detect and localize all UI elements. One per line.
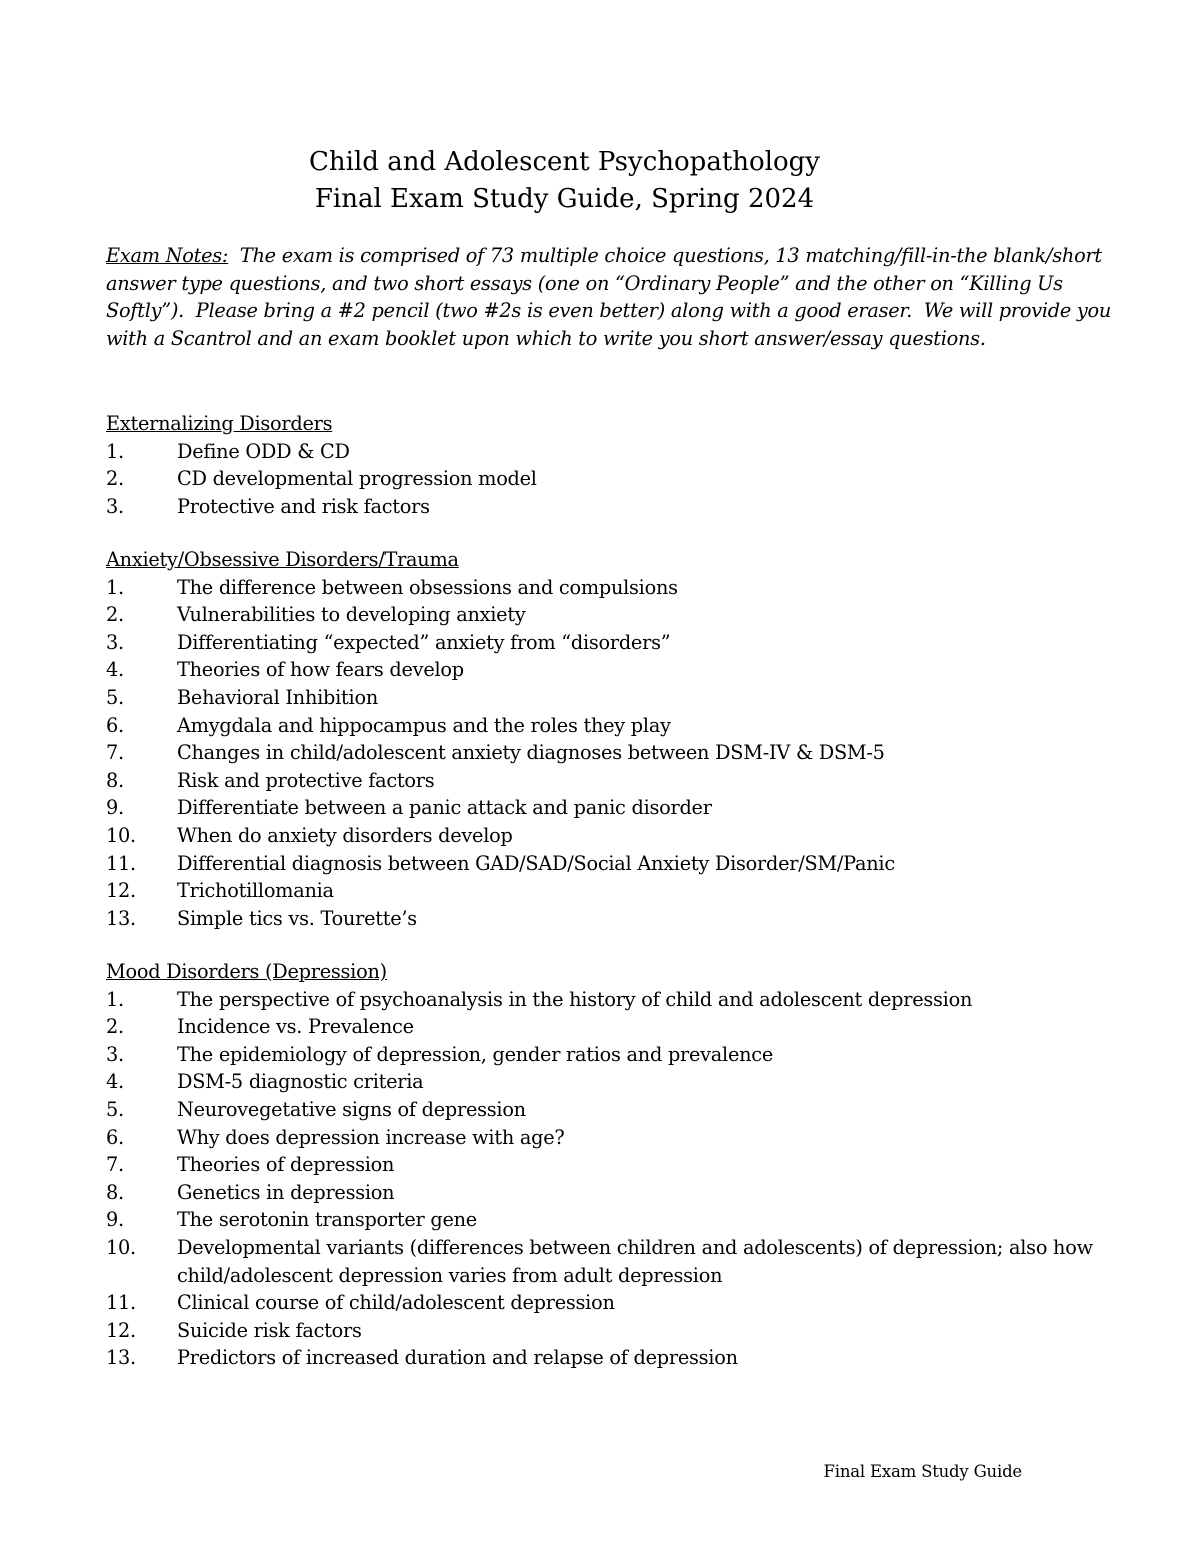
item-number: 11. <box>106 1291 136 1315</box>
item-text: Differential diagnosis between GAD/SAD/Social Anxiety Disorder/SM/Panic <box>177 851 895 875</box>
list-item <box>106 1041 1116 1069</box>
item-number: 12. <box>106 1318 136 1342</box>
list-item <box>106 1151 1116 1179</box>
item-number: 10. <box>106 1235 136 1259</box>
item-text: Neurovegetative signs of depression <box>177 1097 526 1121</box>
section-externalizing-disorders <box>106 410 1116 520</box>
list-item <box>106 712 1116 740</box>
title-line-2: Final Exam Study Guide, Spring 2024 <box>314 184 815 214</box>
item-text: Predictors of increased duration and relapse of depression <box>177 1346 738 1370</box>
item-text: CD developmental progression model <box>177 467 537 491</box>
item-number: 3. <box>106 494 124 518</box>
item-number: 6. <box>106 1125 124 1149</box>
item-text: The epidemiology of depression, gender ratios and prevalence <box>177 1042 774 1066</box>
list-item <box>106 739 1116 767</box>
list-item <box>106 1124 1116 1152</box>
list-item <box>106 1344 1116 1372</box>
item-text: Why does depression increase with age? <box>177 1125 565 1149</box>
list-item <box>106 574 1116 602</box>
list-item <box>106 794 1116 822</box>
list-item <box>106 1013 1116 1041</box>
list-item <box>106 438 1116 466</box>
item-text: Clinical course of child/adolescent depression <box>177 1291 615 1315</box>
item-text: Incidence vs. Prevalence <box>177 1015 414 1039</box>
item-text: Theories of how fears develop <box>177 658 464 682</box>
item-number: 5. <box>106 685 124 709</box>
item-number: 9. <box>106 796 124 820</box>
list-item <box>106 767 1116 795</box>
list-item <box>106 1206 1116 1234</box>
item-text: Suicide risk factors <box>177 1318 362 1342</box>
section-heading: Mood Disorders (Depression) <box>106 960 387 983</box>
list-item <box>106 656 1116 684</box>
item-number: 11. <box>106 851 136 875</box>
item-text: Genetics in depression <box>177 1180 395 1204</box>
title-line-1: Child and Adolescent Psychopathology <box>309 147 820 177</box>
item-text: Amygdala and hippocampus and the roles they play <box>177 713 671 737</box>
list-item <box>106 1317 1116 1345</box>
item-number: 4. <box>106 658 124 682</box>
page-footer: Final Exam Study Guide <box>823 1462 1022 1481</box>
item-text: The serotonin transporter gene <box>177 1208 477 1232</box>
item-number: 13. <box>106 1346 136 1370</box>
item-number: 6. <box>106 713 124 737</box>
section-anxiety-obsessive-trauma <box>106 546 1116 932</box>
list-item <box>106 1289 1116 1317</box>
section-heading: Externalizing Disorders <box>106 412 333 435</box>
item-number: 1. <box>106 439 124 463</box>
item-text: Theories of depression <box>177 1153 395 1177</box>
item-text: Trichotillomania <box>177 879 334 903</box>
item-number: 12. <box>106 879 136 903</box>
item-number: 3. <box>106 630 124 654</box>
item-number: 13. <box>106 906 136 930</box>
exam-notes-label: Exam Notes: <box>106 244 229 267</box>
list-item <box>106 905 1116 933</box>
list-item <box>106 850 1116 878</box>
item-text: Behavioral Inhibition <box>177 685 378 709</box>
item-text: Simple tics vs. Tourette’s <box>177 906 417 930</box>
item-number: 2. <box>106 1015 124 1039</box>
list-item <box>106 1179 1116 1207</box>
exam-notes <box>106 242 1116 352</box>
document-title <box>0 144 1129 218</box>
item-number: 4. <box>106 1070 124 1094</box>
item-number: 7. <box>106 1153 124 1177</box>
item-text: DSM-5 diagnostic criteria <box>177 1070 424 1094</box>
item-number: 7. <box>106 741 124 765</box>
list-item <box>106 986 1116 1014</box>
item-text: Differentiating “expected” anxiety from “disorders” <box>177 630 671 654</box>
item-number: 1. <box>106 575 124 599</box>
item-text: The difference between obsessions and compulsions <box>177 575 678 599</box>
item-number: 8. <box>106 768 124 792</box>
item-text: Developmental variants (differences between children and adolescents) of depression; also how child/adolescent depression varies from adult depression <box>177 1235 1093 1287</box>
item-text: Protective and risk factors <box>177 494 430 518</box>
item-text: When do anxiety disorders develop <box>177 823 513 847</box>
list-item <box>106 493 1116 521</box>
list-item <box>106 601 1116 629</box>
section-heading: Anxiety/Obsessive Disorders/Trauma <box>106 548 459 571</box>
item-number: 5. <box>106 1097 124 1121</box>
item-number: 10. <box>106 823 136 847</box>
exam-notes-text: The exam is comprised of 73 multiple choice questions, 13 matching/fill-in-the blank/short answer type questions, and two short essays (one on “Ordinary People” and the other on “Killing Us Softly”). Please bring a #2 pencil (two #2s is even better) along with a good eraser. We will provide you with a Scantrol and an exam booklet upon which to write you short answer/essay questions. <box>106 244 1117 350</box>
item-number: 8. <box>106 1180 124 1204</box>
item-number: 2. <box>106 603 124 627</box>
list-item <box>106 1234 1116 1289</box>
item-number: 3. <box>106 1042 124 1066</box>
section-mood-disorders <box>106 958 1116 1372</box>
list-item <box>106 629 1116 657</box>
item-number: 1. <box>106 987 124 1011</box>
item-text: The perspective of psychoanalysis in the history of child and adolescent depression <box>177 987 973 1011</box>
item-number: 2. <box>106 467 124 491</box>
list-item <box>106 1068 1116 1096</box>
item-text: Vulnerabilities to developing anxiety <box>177 603 526 627</box>
list-item <box>106 877 1116 905</box>
item-text: Differentiate between a panic attack and panic disorder <box>177 796 712 820</box>
item-text: Changes in child/adolescent anxiety diagnoses between DSM-IV & DSM-5 <box>177 741 885 765</box>
list-item <box>106 1096 1116 1124</box>
list-item <box>106 822 1116 850</box>
list-item <box>106 684 1116 712</box>
item-text: Define ODD & CD <box>177 439 350 463</box>
item-text: Risk and protective factors <box>177 768 435 792</box>
list-item <box>106 465 1116 493</box>
item-number: 9. <box>106 1208 124 1232</box>
